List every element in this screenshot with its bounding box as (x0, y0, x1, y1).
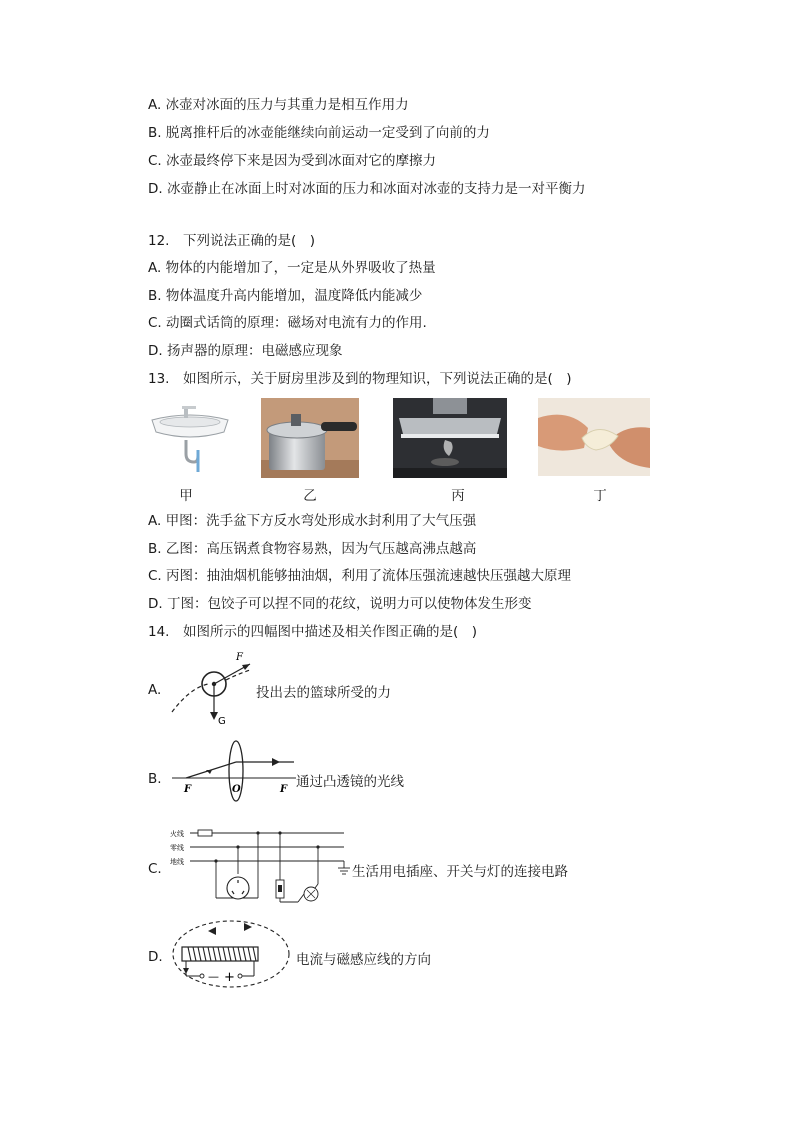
q14-c-text: 生活用电插座、开关与灯的连接电路 (352, 864, 568, 880)
q13-option-a: A. 甲图：洗手盆下方反水弯处形成水封利用了大气压强 (148, 513, 477, 529)
q11-option-d: D. 冰壶静止在冰面上时对冰面的压力和冰面对冰壶的支持力是一对平衡力 (148, 181, 586, 197)
q14-stem: 14. 如图所示的四幅图中描述及相关作图正确的是( ) (148, 624, 478, 640)
pressure-cooker-image (261, 398, 359, 478)
caption-ding: 丁 (593, 488, 607, 504)
plus-label: + (224, 970, 235, 985)
basketball-force-diagram (168, 648, 260, 728)
focus-left-label: F (184, 784, 192, 795)
solenoid-field-diagram (168, 918, 294, 990)
dumpling-image (538, 398, 650, 476)
q11-option-c: C. 冰壶最终停下来是因为受到冰面对它的摩擦力 (148, 153, 437, 169)
q14-a-text: 投出去的篮球所受的力 (256, 685, 391, 701)
caption-bing: 丙 (451, 488, 465, 504)
q13-stem: 13. 如图所示，关于厨房里涉及到的物理知识，下列说法正确的是( ) (148, 371, 572, 387)
q12-option-b: B. 物体温度升高内能增加，温度降低内能减少 (148, 288, 423, 304)
q11-option-a: A. 冰壶对冰面的压力与其重力是相互作用力 (148, 97, 409, 113)
q13-option-b: B. 乙图：高压锅煮食物容易熟，因为气压越高沸点越高 (148, 541, 477, 557)
sink-image (148, 398, 232, 478)
lens-center-label: O (232, 784, 241, 795)
gravity-label: G (218, 716, 226, 727)
convex-lens-diagram (168, 738, 296, 804)
q13-option-d: D. 丁图：包饺子可以捏不同的花纹，说明力可以使物体发生形变 (148, 596, 532, 612)
q14-d-letter: D. (148, 949, 163, 965)
minus-label: — (208, 970, 219, 983)
q14-c-letter: C. (148, 861, 162, 877)
focus-right-label: F (280, 784, 288, 795)
q12-option-a: A. 物体的内能增加了，一定是从外界吸收了热量 (148, 260, 436, 276)
caption-jia: 甲 (179, 488, 193, 504)
neutral-wire-label: 零线 (170, 844, 184, 852)
q12-option-d: D. 扬声器的原理：电磁感应现象 (148, 343, 343, 359)
q14-b-letter: B. (148, 771, 162, 787)
household-circuit-diagram (168, 824, 352, 910)
range-hood-image (393, 398, 507, 478)
q13-option-c: C. 丙图：抽油烟机能够抽油烟，利用了流体压强流速越快压强越大原理 (148, 568, 572, 584)
caption-yi: 乙 (303, 488, 317, 504)
force-label: F (236, 652, 243, 663)
q12-stem: 12. 下列说法正确的是( ) (148, 233, 316, 249)
q14-b-text: 通过凸透镜的光线 (296, 774, 404, 790)
live-wire-label: 火线 (170, 830, 184, 838)
q12-option-c: C. 动圈式话筒的原理：磁场对电流有力的作用. (148, 315, 427, 331)
q14-a-letter: A. (148, 682, 162, 698)
ground-wire-label: 地线 (170, 858, 184, 866)
q14-d-text: 电流与磁感应线的方向 (296, 952, 431, 968)
q11-option-b: B. 脱离推杆后的冰壶能继续向前运动一定受到了向前的力 (148, 125, 490, 141)
